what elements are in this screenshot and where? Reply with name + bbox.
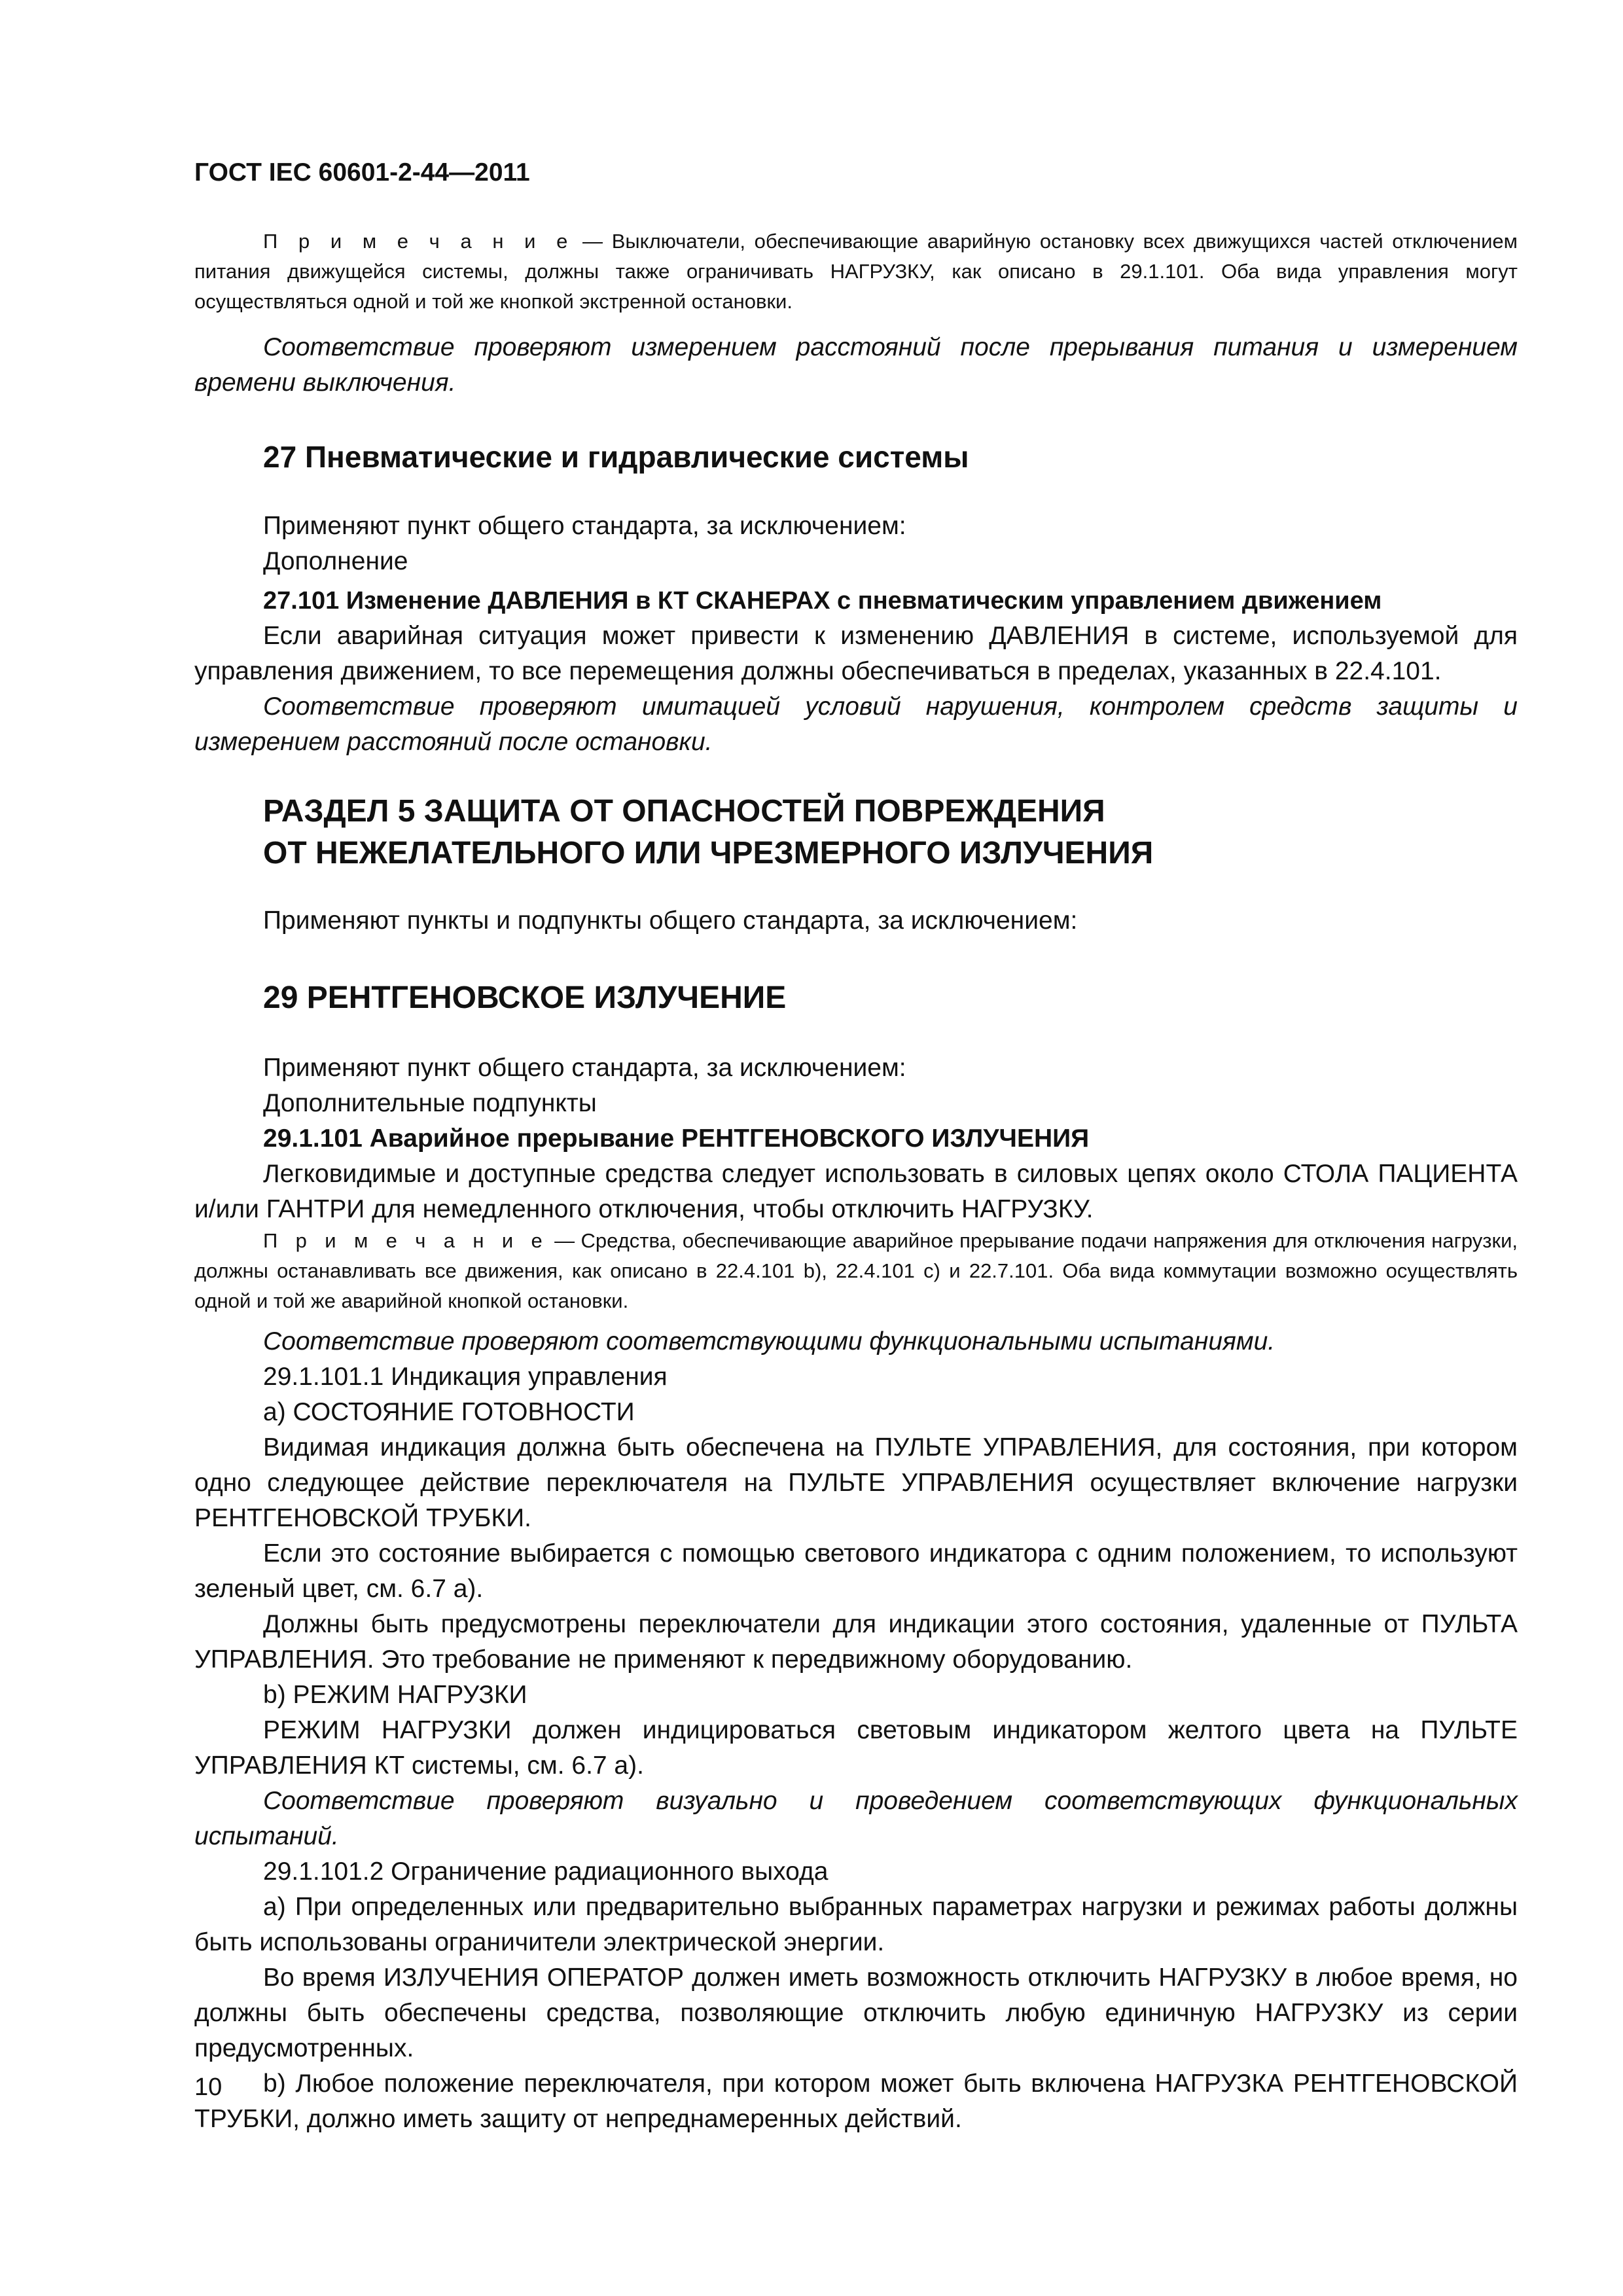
clause-text: Если аварийная ситуация может привести к изменению ДАВЛЕНИЯ в системе, используемой для управления движением, то все перемещения должны обеспечиваться в пределах, указанных в 22.4.101. (194, 622, 1518, 685)
note-text: — Средства, обеспечивающие аварийное прерывание подачи напряжения для отключения нагрузки, должны останавливать все движения, как описано в 22.4.101 b), 22.4.101 с) и 22.7.101. Оба вида коммутации возможно осуществлять одной и той же аварийной кнопкой остановки. (194, 1229, 1518, 1312)
apply-text: Применяют пункт общего стандарта, за исключением: (263, 1054, 906, 1082)
section-27-heading (194, 437, 1518, 477)
paragraph: Видимая индикация должна быть обеспечена на ПУЛЬТЕ УПРАВЛЕНИЯ, для состояния, при котором одно следующее действие переключателя на ПУЛЬТЕ УПРАВЛЕНИЯ осуществляет включение нагрузки РЕНТГЕНОВСКОЙ ТРУБКИ. (194, 1433, 1518, 1532)
section-title: 29 РЕНТГЕНОВСКОЕ ИЗЛУЧЕНИЕ (263, 980, 787, 1015)
clause-27-101 (194, 583, 1518, 760)
part-title-line-1: РАЗДЕЛ 5 ЗАЩИТА ОТ ОПАСНОСТЕЙ ПОВРЕЖДЕНИЯ (263, 794, 1105, 829)
apply-text: Применяют пункты и подпункты общего стандарта, за исключением: (263, 906, 1078, 935)
section-29-continued (194, 1324, 1518, 2137)
apply-text: Применяют пункт общего стандарта, за исключением: (263, 512, 906, 540)
note-paragraph (194, 226, 1518, 317)
clause-compliance: Соответствие проверяют имитацией условий нарушения, контролем средств защиты и измерением расстояний после остановки. (194, 692, 1518, 756)
section-title: 27 Пневматические и гидравлические системы (263, 440, 969, 474)
compliance-text: Соответствие проверяют визуально и проведением соответствующих функциональных испытаний. (194, 1787, 1518, 1850)
paragraph: Должны быть предусмотрены переключатели для индикации этого состояния, удаленные от ПУЛЬТА УПРАВЛЕНИЯ. Это требование не применяют к передвижному оборудованию. (194, 1610, 1518, 1674)
document-header: ГОСТ IEC 60601-2-44—2011 (194, 158, 530, 187)
paragraph: а) При определенных или предварительно выбранных параметрах нагрузки и режимах работы должны быть использованы ограничители электрической энергии. (194, 1893, 1518, 1956)
subclause-title: 29.1.101.2 Ограничение радиационного выхода (263, 1857, 829, 1886)
compliance-1 (194, 330, 1518, 401)
clause-title: 27.101 Изменение ДАВЛЕНИЯ в КТ СКАНЕРАХ с пневматическим управлением движением (263, 587, 1382, 615)
compliance-text: Соответствие проверяют соответствующими функциональными испытаниями. (263, 1327, 1275, 1355)
section-29-body (194, 1050, 1518, 1227)
note-label: П р и м е ч а н и е (263, 1229, 548, 1252)
item-b: b) РЕЖИМ НАГРУЗКИ (263, 1681, 527, 1709)
note-text: — Выключатели, обеспечивающие аварийную остановку всех движущихся частей отключением питания движущейся системы, должны также ограничивать НАГРУЗКУ, как описано в 29.1.101. Оба вида управления могут осуществляться одной и той же кнопкой экстренной остановки. (194, 230, 1518, 313)
section-27-body (194, 509, 1518, 579)
note-2 (194, 1226, 1518, 1316)
paragraph: РЕЖИМ НАГРУЗКИ должен индицироваться световым индикатором желтого цвета на ПУЛЬТЕ УПРАВЛЕНИЯ КТ системы, см. 6.7 а). (194, 1716, 1518, 1780)
part-title-line-2: ОТ НЕЖЕЛАТЕЛЬНОГО ИЛИ ЧРЕЗМЕРНОГО ИЗЛУЧЕНИЯ (263, 836, 1154, 870)
addition-label: Дополнение (263, 547, 408, 575)
part-5-heading (194, 791, 1518, 874)
subclause-title: 29.1.101.1 Индикация управления (263, 1363, 668, 1391)
part-5-body (194, 903, 1518, 939)
clause-title: 29.1.101 Аварийное прерывание РЕНТГЕНОВСКОГО ИЗЛУЧЕНИЯ (263, 1124, 1090, 1153)
page-number: 10 (194, 2073, 223, 2101)
additional-label: Дополнительные подпункты (263, 1089, 597, 1117)
clause-text: Легковидимые и доступные средства следует использовать в силовых цепях около СТОЛА ПАЦИЕНТА и/или ГАНТРИ для немедленного отключения, чтобы отключить НАГРУЗКУ. (194, 1160, 1518, 1223)
section-29-heading (194, 977, 1518, 1019)
note-1 (194, 226, 1518, 317)
item-a: а) СОСТОЯНИЕ ГОТОВНОСТИ (263, 1398, 635, 1426)
compliance-text: Соответствие проверяют измерением расстояний после прерывания питания и измерением времени выключения. (194, 333, 1518, 397)
note-label: П р и м е ч а н и е (263, 230, 574, 253)
paragraph: b) Любое положение переключателя, при котором может быть включена НАГРУЗКА РЕНТГЕНОВСКОЙ ТРУБКИ, должно иметь защиту от непреднамеренных действий. (194, 2070, 1518, 2133)
paragraph: Во время ИЗЛУЧЕНИЯ ОПЕРАТОР должен иметь возможность отключить НАГРУЗКУ в любое время, но должны быть обеспечены средства, позволяющие отключить любую единичную НАГРУЗКУ из серии предусмотренных. (194, 1964, 1518, 2062)
paragraph: Если это состояние выбирается с помощью светового индикатора с одним положением, то используют зеленый цвет, см. 6.7 а). (194, 1539, 1518, 1603)
note-paragraph (194, 1226, 1518, 1316)
